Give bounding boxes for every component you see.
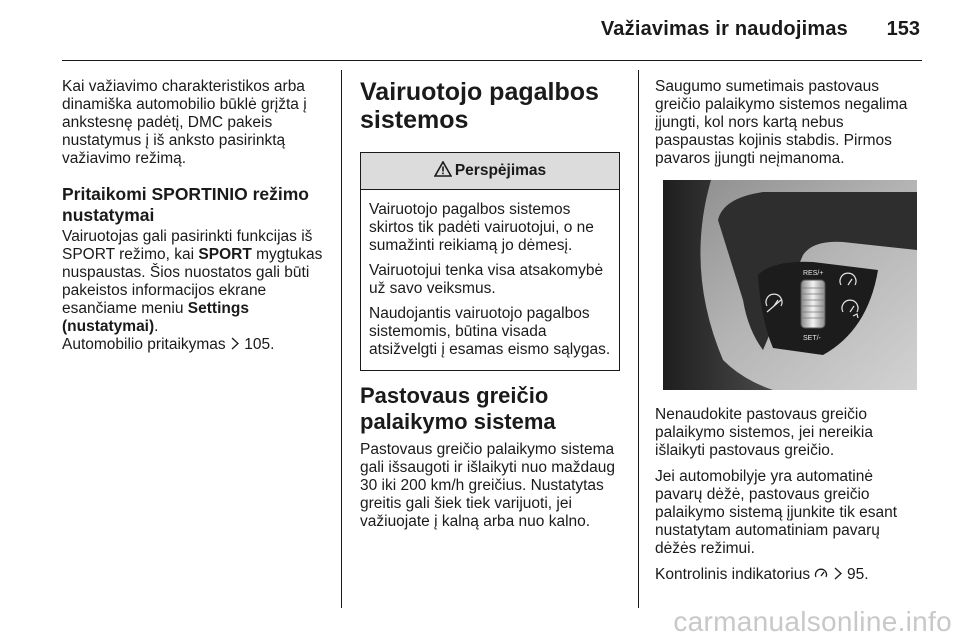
page-reference-arrow-icon xyxy=(833,567,843,585)
subheading-sport-settings: Pritaikomi SPORTINIO režimo nustatymai xyxy=(62,184,309,225)
warning-heading: Perspėjimas xyxy=(454,162,547,179)
warning-text: Vairuotojo pagalbos sistemos skirtos tik padėti vairuotojui, o ne sumažinti reikiamą jo dėmesį. xyxy=(369,201,594,254)
column-divider-2 xyxy=(638,70,639,608)
page-header xyxy=(0,0,960,60)
res-label: RES/+ xyxy=(803,270,824,277)
warning-box xyxy=(360,152,620,371)
chapter-title: Važiavimas ir naudojimas xyxy=(600,18,848,40)
page-number: 153 xyxy=(886,18,920,40)
page-reference[interactable]: 105. xyxy=(244,336,275,353)
text-run: Automobilio pritaikymas xyxy=(62,336,230,353)
section-title-driver-assistance: Vairuotojo pagalbos sistemos xyxy=(360,78,599,134)
paragraph: Pastovaus greičio palaikymo sistema gali išsaugoti ir išlaikyti nuo maždaug 30 iki 200 km/h greičius. Nustatytas greitis gali šiek tiek varijuoti, jei važiuojate į kalną arba nuo kalno. xyxy=(360,441,616,530)
paragraph-indicator xyxy=(655,566,920,585)
warning-triangle-icon xyxy=(434,161,452,182)
text-run: Kontrolinis indikatorius xyxy=(655,566,815,583)
header-rule xyxy=(62,60,922,61)
warning-text: Naudojantis vairuotojo pagalbos sistemomis, būtina visada atsižvelgti į esamas eismo sąlygas. xyxy=(369,305,611,358)
paragraph-sport xyxy=(62,228,328,355)
watermark: carmanualsonline.info xyxy=(673,606,952,637)
cruise-control-thumbwheel xyxy=(801,280,825,328)
text-run: mygtukas nuspaustas. Šios nuostatos gali būti pakeistos informacijos ekrane esančiame meniu xyxy=(62,246,323,317)
column-3 xyxy=(655,78,920,593)
warning-text: Vairuotojui tenka visa atsakomybė už savo veiksmus. xyxy=(369,262,604,297)
section-title-cruise-control: Pastovaus greičio palaikymo sistema xyxy=(360,383,556,434)
text-run: . xyxy=(154,318,159,335)
sport-button-label: SPORT xyxy=(198,246,252,263)
settings-menu-label: Settings (nustatymai) xyxy=(62,300,249,335)
warning-body xyxy=(361,190,619,370)
column-divider-1 xyxy=(341,70,342,608)
set-label: SET/- xyxy=(803,335,821,342)
paragraph: Nenaudokite pastovaus greičio palaikymo sistemos, jei nereikia išlaikyti pastovaus greičio. xyxy=(655,406,873,459)
paragraph: Jei automobilyje yra automatinė pavarų dėžė, pastovaus greičio palaikymo sistemą įjunkite tik esant nustatytam automatiniam pavarų dėžės režimui. xyxy=(655,468,898,557)
page-reference-arrow-icon xyxy=(230,337,240,355)
steering-wheel-cruise-control-figure xyxy=(663,180,917,390)
text-run: Vairuotojas gali pasirinkti funkcijas iš SPORT režimo, kai xyxy=(62,228,313,263)
column-2 xyxy=(360,78,622,539)
cruise-control-indicator-icon xyxy=(814,567,828,585)
paragraph: Kai važiavimo charakteristikos arba dinamiška automobilio būklė grįžta į ankstesnę padėtį, DMC pakeis nustatymus į iš anksto pasirinktą važiavimo režimą. xyxy=(62,78,307,167)
column-1 xyxy=(62,78,328,363)
page-reference[interactable]: 95. xyxy=(847,566,869,583)
paragraph: Saugumo sumetimais pastovaus greičio palaikymo sistemos negalima įjungti, kol nors kartą nebus paspaustas kojinis stabdis. Pirmos pavaros įjungti neįmanoma. xyxy=(655,78,908,167)
warning-header xyxy=(361,153,619,190)
